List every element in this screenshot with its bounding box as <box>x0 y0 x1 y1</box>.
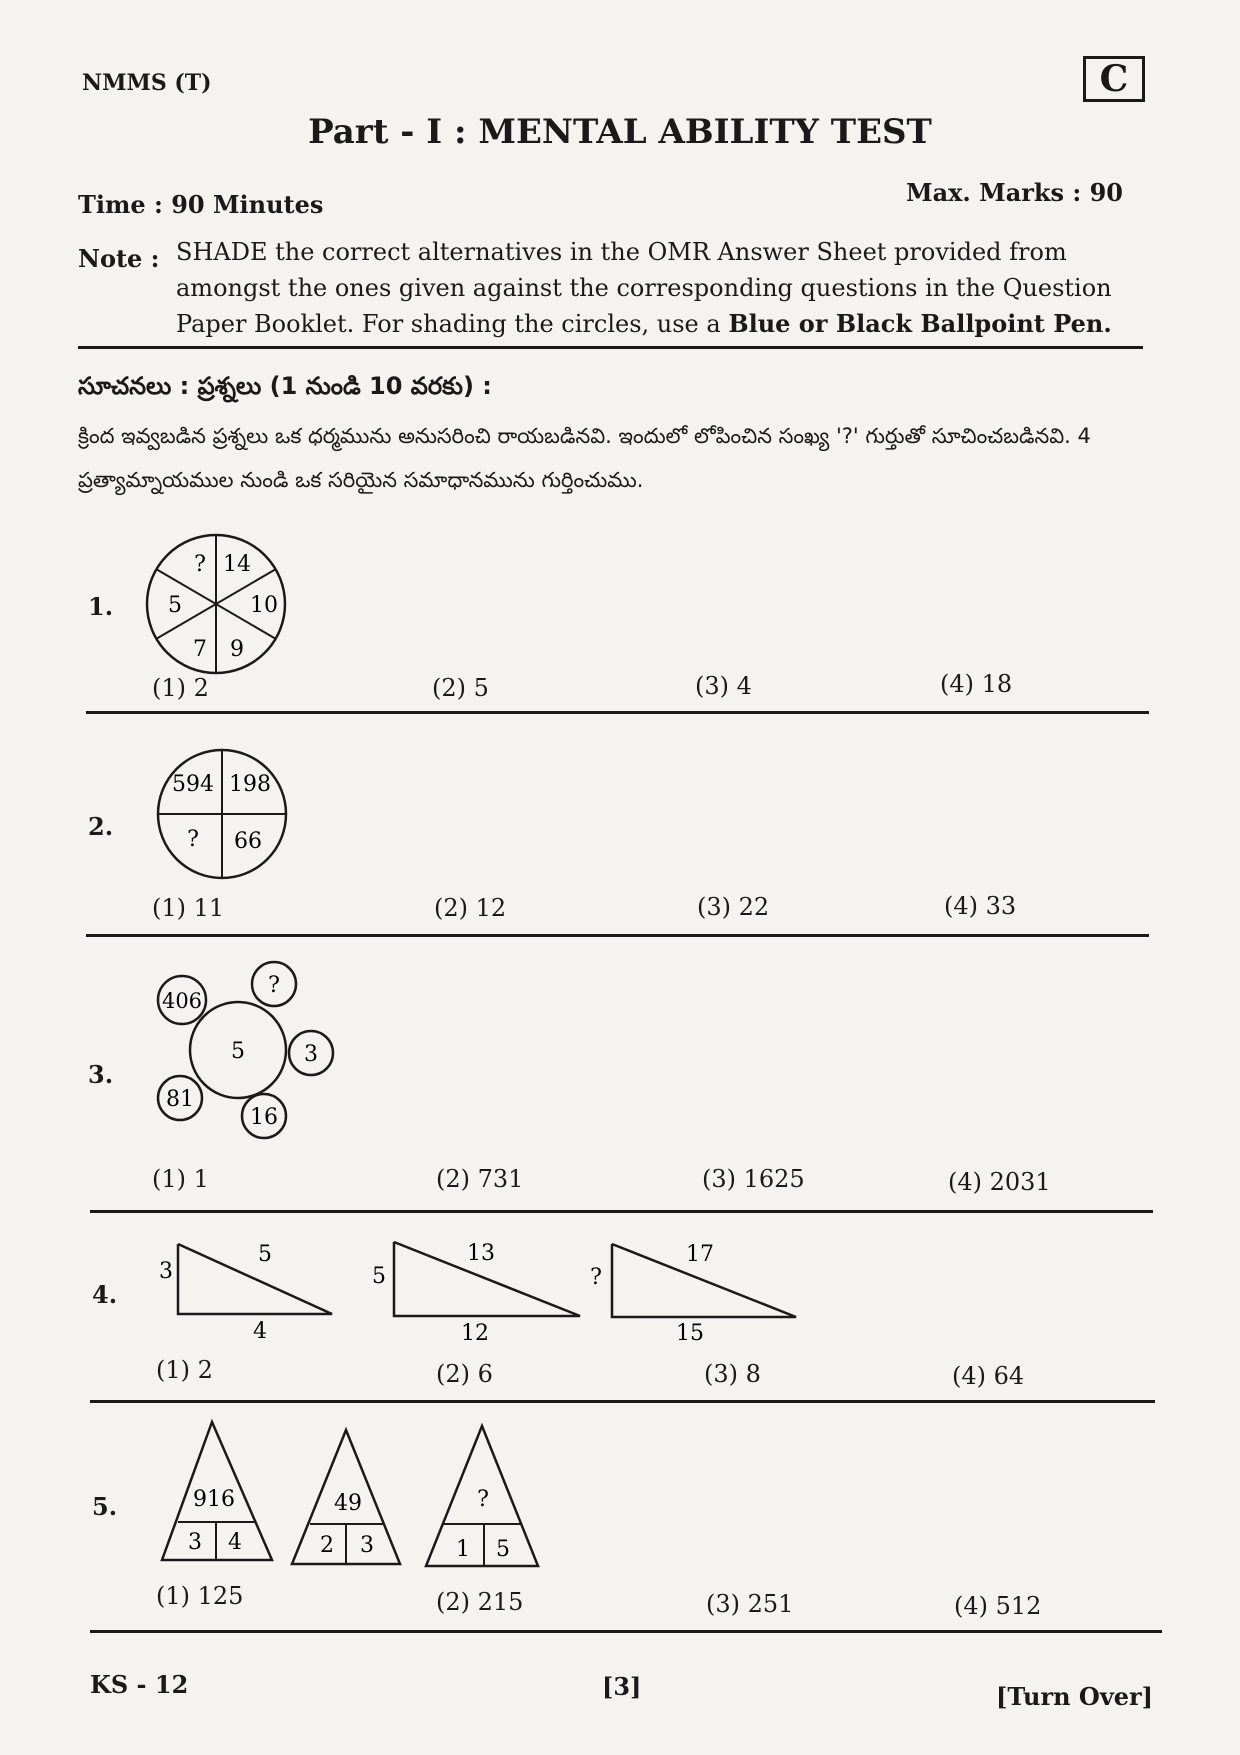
q1-value-right: 10 <box>250 593 278 618</box>
q1-option-2[interactable]: (2) 5 <box>432 674 489 702</box>
q3-value-top-right: ? <box>268 973 280 998</box>
page-title: Part - I : MENTAL ABILITY TEST <box>308 112 932 152</box>
q2-option-4[interactable]: (4) 33 <box>944 892 1017 920</box>
time-label: Time : 90 Minutes <box>78 190 324 219</box>
q2-option-1[interactable]: (1) 11 <box>152 894 225 922</box>
q1-option-3[interactable]: (3) 4 <box>695 672 752 700</box>
page-number: [3] <box>602 1672 642 1701</box>
q4-t2-base: 12 <box>461 1321 489 1346</box>
q5-t2-left: 2 <box>320 1533 334 1558</box>
paper-set-box: C <box>1083 56 1145 102</box>
q5-t2-top: 49 <box>334 1491 362 1516</box>
q4-option-1[interactable]: (1) 2 <box>156 1356 213 1384</box>
q5-t3-left: 1 <box>456 1537 470 1562</box>
instructions-heading: సూచనలు : ప్రశ్నలు (1 నుండి 10 వరకు) : <box>78 372 492 400</box>
footer-code: KS - 12 <box>90 1670 189 1699</box>
q5-option-4[interactable]: (4) 512 <box>954 1592 1042 1620</box>
note-text-main: SHADE the correct alternatives in the OMR Answer Sheet provided from amongst the ones given against the corresponding questions in the Question Paper Booklet. For shading the circles, use a <box>176 238 1112 338</box>
q3-option-4[interactable]: (4) 2031 <box>948 1168 1051 1196</box>
header-divider <box>78 346 1143 349</box>
question-1-figure <box>140 528 292 680</box>
q4-t3-height: ? <box>590 1265 602 1290</box>
q4-t1-base: 4 <box>253 1319 267 1344</box>
q3-option-2[interactable]: (2) 731 <box>436 1165 524 1193</box>
q3-value-top-left: 406 <box>161 989 203 1013</box>
q4-option-2[interactable]: (2) 6 <box>436 1360 493 1388</box>
question-5-number: 5. <box>92 1492 118 1521</box>
q4-t3-hypotenuse: 17 <box>686 1242 714 1267</box>
q3-value-bottom: 16 <box>250 1105 278 1130</box>
q1-option-4[interactable]: (4) 18 <box>940 670 1013 698</box>
q2-value-bottom-right: 66 <box>234 829 262 854</box>
q4-option-4[interactable]: (4) 64 <box>952 1362 1025 1390</box>
q1-value-bottom-left: 7 <box>193 637 207 662</box>
question-3-figure <box>150 958 340 1148</box>
turn-over-label: [Turn Over] <box>996 1682 1154 1711</box>
q5-t3-top: ? <box>477 1487 489 1512</box>
q5-t1-top: 916 <box>193 1487 235 1512</box>
q2-value-top-right: 198 <box>229 772 271 797</box>
q2-value-bottom-left: ? <box>187 827 199 852</box>
question-divider <box>86 711 1149 714</box>
note-text-bold: Blue or Black Ballpoint Pen. <box>728 309 1112 338</box>
question-divider <box>86 934 1149 937</box>
q3-value-bottom-left: 81 <box>166 1087 194 1112</box>
note-text <box>176 234 1141 342</box>
question-1-number: 1. <box>88 592 114 621</box>
q4-t2-hypotenuse: 13 <box>467 1241 495 1266</box>
q2-option-2[interactable]: (2) 12 <box>434 894 507 922</box>
question-3-number: 3. <box>88 1060 114 1089</box>
max-marks-label: Max. Marks : 90 <box>906 178 1124 207</box>
q5-option-2[interactable]: (2) 215 <box>436 1588 524 1616</box>
question-divider <box>90 1630 1162 1633</box>
note-label: Note : <box>78 244 160 273</box>
q5-t3-right: 5 <box>496 1537 510 1562</box>
question-5-figure <box>150 1414 550 1574</box>
paper-code: NMMS (T) <box>82 70 212 96</box>
q1-value-top-left: ? <box>194 552 206 577</box>
q1-value-top-right: 14 <box>223 552 251 577</box>
q5-option-3[interactable]: (3) 251 <box>706 1590 794 1618</box>
q4-t3-base: 15 <box>676 1321 704 1346</box>
question-4-figure <box>150 1236 810 1346</box>
q1-value-bottom-right: 9 <box>230 637 244 662</box>
q4-option-3[interactable]: (3) 8 <box>704 1360 761 1388</box>
q2-value-top-left: 594 <box>172 772 214 797</box>
q3-center-value: 5 <box>231 1039 245 1064</box>
q3-option-1[interactable]: (1) 1 <box>152 1165 209 1193</box>
question-2-number: 2. <box>88 812 114 841</box>
q4-t2-height: 5 <box>372 1264 386 1289</box>
q2-option-3[interactable]: (3) 22 <box>697 893 770 921</box>
question-4-number: 4. <box>92 1280 118 1309</box>
q1-option-1[interactable]: (1) 2 <box>152 674 209 702</box>
question-divider <box>90 1400 1155 1403</box>
question-divider <box>90 1210 1153 1213</box>
q3-value-right: 3 <box>304 1042 318 1067</box>
question-2-figure <box>152 746 292 882</box>
q5-option-1[interactable]: (1) 125 <box>156 1582 244 1610</box>
q1-value-left: 5 <box>168 593 182 618</box>
q4-t1-hypotenuse: 5 <box>258 1242 272 1267</box>
instructions-body: క్రింద ఇవ్వబడిన ప్రశ్నలు ఒక ధర్మమును అనుసరించి రాయబడినవి. ఇందులో లోపించిన సంఖ్య '?' గుర్తుతో సూచించబడినవి. 4 ప్రత్యామ్నాయముల నుండి ఒక సరియైన సమాధానమును గుర్తించుము. <box>78 424 1091 492</box>
q4-t1-height: 3 <box>159 1259 173 1284</box>
q5-t2-right: 3 <box>360 1533 374 1558</box>
q5-t1-left: 3 <box>188 1530 202 1555</box>
q3-option-3[interactable]: (3) 1625 <box>702 1165 805 1193</box>
q5-t1-right: 4 <box>228 1530 242 1555</box>
